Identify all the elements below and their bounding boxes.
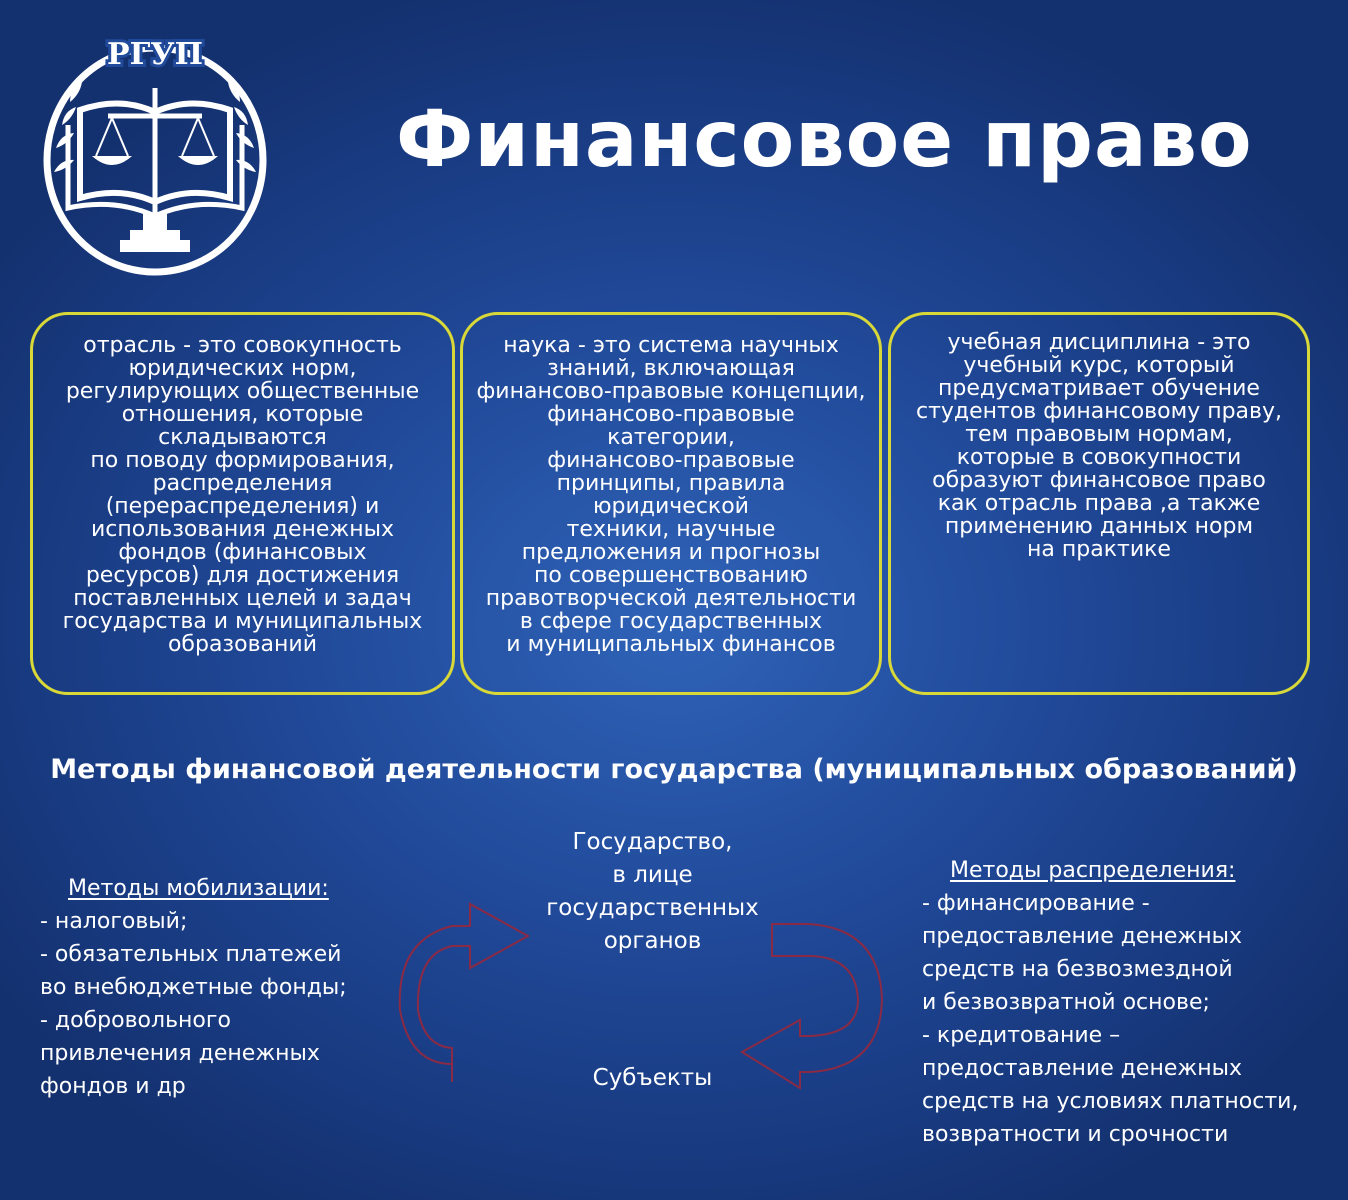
definition-card-branch [30,312,455,695]
subjects-label: Субъекты [592,1065,713,1091]
distribution-item: возвратности и срочности [922,1122,1229,1147]
mobilization-item: - обязательных платежей [40,942,342,967]
left-flow-arrow [400,904,528,1082]
distribution-heading: Методы распределения: [950,858,1236,883]
mobilization-methods [40,872,370,1103]
page-title: Финансовое право [396,95,1253,185]
mobilization-item: во внебюджетные фонды; [40,975,347,1000]
definition-card-science [460,312,882,695]
distribution-item: предоставление денежных [922,1056,1242,1081]
distribution-item: - финансирование - [922,891,1150,916]
logo-text: РГУП [107,37,203,72]
mobilization-heading: Методы мобилизации: [68,876,329,901]
mobilization-item: фондов и др [40,1074,186,1099]
distribution-methods [922,854,1332,1151]
distribution-item: средств на условиях платности, [922,1089,1299,1114]
definition-card-branch-text: отрасль - это совокупность юридических норм, регулирующих общественные отношения, которые складываются по поводу формирования, распределения (перераспределения) и использования денежных фондов (финансовых ресурсов) для достижения поставленных целей и задач государства и муниципальных образований [62,332,423,657]
distribution-item: - кредитование – [922,1023,1121,1048]
definition-card-science-text: наука - это система научных знаний, включающая финансово-правовые концепции, финансово-правовые категории, финансово-правовые принципы, правила юридической техники, научные предложения и прогнозы по совершенствованию правотворческой деятельности в сфере государственных и муниципальных финансов [476,332,866,657]
definition-card-discipline [888,312,1310,695]
mobilization-item: - налоговый; [40,909,188,934]
rgup-logo [40,30,270,280]
methods-heading: Методы финансовой деятельности государства (муниципальных образований) [50,754,1298,785]
distribution-item: и безвозвратной основе; [922,990,1210,1015]
mobilization-item: привлечения денежных [40,1041,320,1066]
state-label: Государство, в лице государственных органов [546,829,759,954]
distribution-item: средств на безвозмездной [922,957,1233,982]
mobilization-item: - добровольного [40,1008,231,1033]
definition-card-discipline-text: учебная дисциплина - это учебный курс, который предусматривает обучение студентов финансовому праву, тем правовым нормам, которые в совокупности образуют финансовое право как отрасль права ,а также применению данных норм на практике [915,330,1283,562]
distribution-item: предоставление денежных [922,924,1242,949]
